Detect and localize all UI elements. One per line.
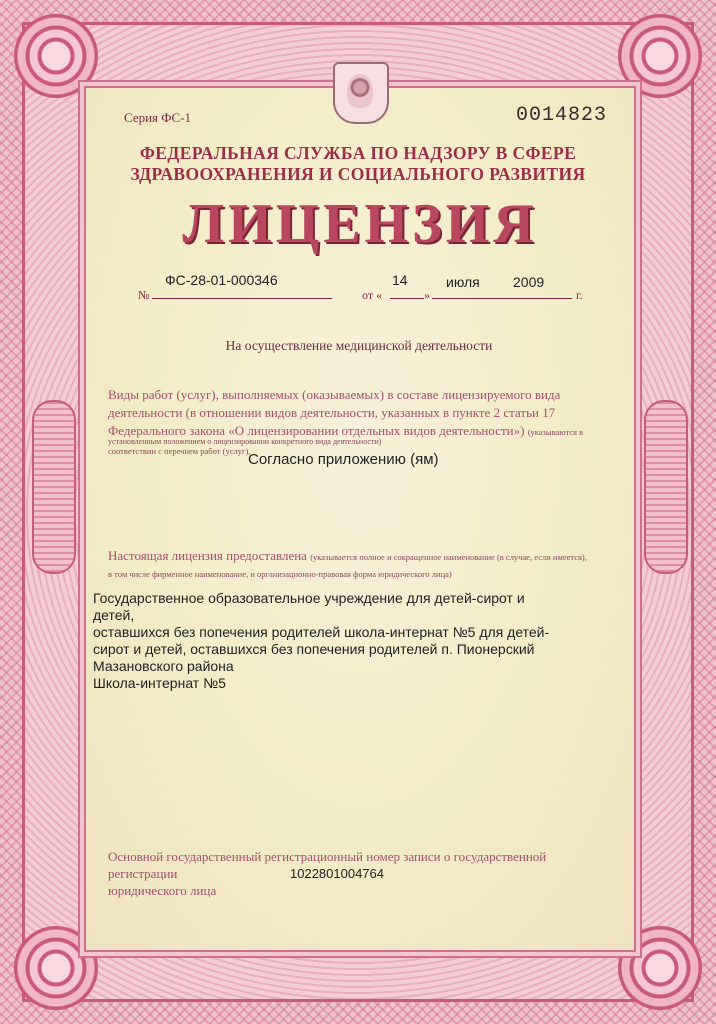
side-ornament-right [644,400,688,574]
license-number: ФС-28-01-000346 [165,272,278,288]
org-line: Школа-интернат №5 [93,675,226,691]
date-day-line [390,298,424,299]
ogrn-label-line-2: юридического лица [108,883,217,898]
activity-heading: На осуществление медицинской деятельности [225,338,493,353]
works-value: Согласно приложению (ям) [248,451,439,468]
date-month: июля [446,274,480,290]
license-number-prefix: № [138,288,150,302]
works-note-2: установленным положением о лицензировании конкретного вида деятельности) [108,437,382,446]
grantee-note: (указывается полное и сокращенное наименование (в случае, если имеется), [310,552,587,562]
organization-name [93,590,563,692]
grantee-label: Настоящая лицензия предоставлена [108,548,307,563]
org-line: сирот и детей, оставшихся без попечения родителей п. Пионерский [93,641,535,657]
ogrn-number: 1022801004764 [290,866,384,881]
coat-of-arms-icon [333,62,389,124]
license-number-line [152,298,332,299]
agency-line-2: ЗДРАВООХРАНЕНИЯ И СОЦИАЛЬНОГО РАЗВИТИЯ [130,164,586,184]
series-label: Серия ФС-1 [124,110,192,125]
works-note: (указываются в соответствии с перечнем работ (услуг), [108,427,584,456]
ogrn-label-line-1: Основной государственный регистрационный номер записи о государственной регистрации [108,849,547,881]
date-month-year-line [432,298,572,299]
agency-line-1: ФЕДЕРАЛЬНАЯ СЛУЖБА ПО НАДЗОРУ В СФЕРЕ [139,143,577,163]
date-mid: » [424,288,430,302]
org-line: Мазановского района [93,658,234,674]
date-year: 2009 [513,274,545,290]
date-suffix: г. [576,288,583,302]
works-description [108,386,608,460]
date-prefix: от « [362,288,383,302]
side-ornament-left [32,400,76,574]
org-line: Государственное образовательное учреждение для детей-сирот и детей, [93,590,525,623]
agency-name [100,143,616,185]
works-description-text: Виды работ (услуг), выполняемых (оказываемых) в составе лицензируемого вида деятельности (в отношении видов деятельности, указанных в пункте 2 статьи 17 Федерального закона «О лицензировании отдельных видов деятельности») [108,387,561,438]
grantee-note-2: в том числе фирменное наименование, и организационно-правовая форма юридического лица) [108,569,452,579]
grantee-label-block [108,548,618,582]
org-line: оставшихся без попечения родителей школа-интернат №5 для детей- [93,624,550,640]
form-number: 0014823 [516,104,608,127]
document-title: ЛИЦЕНЗИЯ [182,193,538,255]
date-day: 14 [392,272,408,288]
